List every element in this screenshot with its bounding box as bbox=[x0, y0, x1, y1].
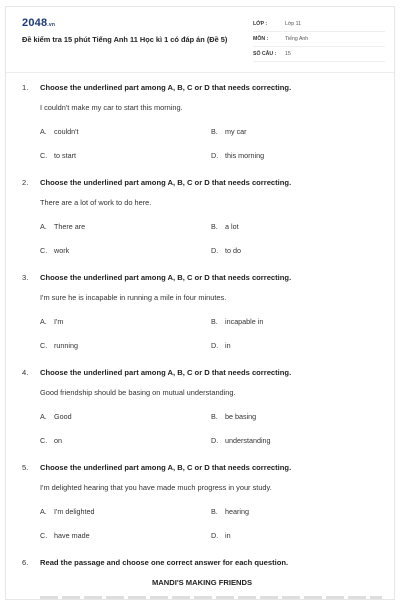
question-header bbox=[22, 178, 382, 192]
option-letter: B. bbox=[211, 221, 218, 231]
option-row bbox=[40, 499, 382, 523]
question-spacer bbox=[22, 262, 382, 273]
question-number: 2. bbox=[22, 178, 29, 187]
question-spacer bbox=[22, 167, 382, 178]
option-row bbox=[40, 333, 382, 357]
option-letter: C. bbox=[40, 245, 48, 255]
answer-options bbox=[40, 214, 382, 262]
meta-label: SỐ CÂU : bbox=[253, 51, 277, 57]
option-row bbox=[40, 428, 382, 452]
question-prompt: Read the passage and choose one correct answer for each question. bbox=[40, 558, 289, 567]
question-2 bbox=[22, 178, 382, 273]
option-row bbox=[40, 309, 382, 333]
logo-suffix-text: .vn bbox=[47, 22, 56, 28]
logo-main-text: 2048 bbox=[22, 17, 48, 29]
question-sentence: Good friendship should be basing on mutual understanding. bbox=[40, 388, 236, 397]
question-sentence: I'm delighted hearing that you have made much progress in your study. bbox=[40, 483, 272, 492]
meta-row-subject bbox=[253, 32, 385, 47]
option-letter: A. bbox=[40, 126, 47, 136]
option-a[interactable] bbox=[40, 127, 211, 136]
option-b[interactable] bbox=[211, 127, 382, 136]
question-3 bbox=[22, 273, 382, 368]
answer-options bbox=[40, 499, 382, 547]
option-text: in bbox=[225, 340, 231, 350]
meta-value: 15 bbox=[285, 51, 291, 57]
option-c[interactable] bbox=[40, 341, 211, 350]
meta-label: MÔN : bbox=[253, 36, 269, 42]
option-d[interactable] bbox=[211, 151, 382, 160]
option-letter: A. bbox=[40, 316, 47, 326]
question-6 bbox=[22, 558, 382, 600]
option-letter: D. bbox=[211, 435, 219, 445]
option-text: incapable in bbox=[225, 316, 264, 326]
worksheet-page bbox=[5, 6, 395, 600]
question-prompt: Choose the underlined part among A, B, C or D that needs correcting. bbox=[40, 83, 292, 92]
option-text: this morning bbox=[225, 150, 265, 160]
option-letter: B. bbox=[211, 506, 218, 516]
option-b[interactable] bbox=[211, 412, 382, 421]
option-letter: B. bbox=[211, 411, 218, 421]
option-row bbox=[40, 404, 382, 428]
meta-value: Tiếng Anh bbox=[285, 36, 309, 42]
option-a[interactable] bbox=[40, 222, 211, 231]
option-letter: C. bbox=[40, 435, 48, 445]
question-prompt: Choose the underlined part among A, B, C or D that needs correcting. bbox=[40, 368, 292, 377]
option-c[interactable] bbox=[40, 531, 211, 540]
option-text: I'm bbox=[54, 316, 64, 326]
option-text: to start bbox=[54, 150, 76, 160]
option-text: have made bbox=[54, 530, 90, 540]
question-spacer bbox=[22, 452, 382, 463]
option-letter: C. bbox=[40, 340, 48, 350]
question-spacer bbox=[22, 547, 382, 558]
question-list bbox=[22, 83, 382, 600]
option-text: hearing bbox=[225, 506, 249, 516]
question-prompt: Choose the underlined part among A, B, C or D that needs correcting. bbox=[40, 178, 292, 187]
option-text: I'm delighted bbox=[54, 506, 95, 516]
passage-title: MANDI'S MAKING FRIENDS bbox=[151, 578, 253, 587]
meta-label: LỚP : bbox=[253, 21, 268, 27]
option-c[interactable] bbox=[40, 151, 211, 160]
option-text: a lot bbox=[225, 221, 239, 231]
passage-text-cutoff bbox=[40, 596, 382, 600]
option-row bbox=[40, 238, 382, 262]
option-row bbox=[40, 143, 382, 167]
meta-row-count bbox=[253, 47, 385, 62]
option-letter: C. bbox=[40, 150, 48, 160]
option-text: be basing bbox=[225, 411, 257, 421]
document-title: Đề kiểm tra 15 phút Tiếng Anh 11 Học kì 1 có đáp án (Đề 5) bbox=[22, 35, 228, 44]
question-sentence: I'm sure he is incapable in running a mile in four minutes. bbox=[40, 293, 227, 302]
answer-options bbox=[40, 309, 382, 357]
option-letter: B. bbox=[211, 316, 218, 326]
option-d[interactable] bbox=[211, 246, 382, 255]
option-letter: D. bbox=[211, 245, 219, 255]
option-text: on bbox=[54, 435, 62, 445]
option-letter: A. bbox=[40, 411, 47, 421]
option-text: work bbox=[54, 245, 70, 255]
option-letter: A. bbox=[40, 221, 47, 231]
meta-value: Lớp 11 bbox=[285, 21, 301, 27]
option-c[interactable] bbox=[40, 246, 211, 255]
question-header bbox=[22, 83, 382, 97]
option-text: understanding bbox=[225, 435, 271, 445]
option-text: There are bbox=[54, 221, 86, 231]
answer-options bbox=[40, 404, 382, 452]
option-letter: C. bbox=[40, 530, 48, 540]
question-number: 1. bbox=[22, 83, 29, 92]
option-a[interactable] bbox=[40, 317, 211, 326]
question-prompt: Choose the underlined part among A, B, C or D that needs correcting. bbox=[40, 273, 292, 282]
question-header bbox=[22, 368, 382, 382]
option-b[interactable] bbox=[211, 317, 382, 326]
option-text: in bbox=[225, 530, 231, 540]
option-letter: B. bbox=[211, 126, 218, 136]
option-a[interactable] bbox=[40, 412, 211, 421]
option-b[interactable] bbox=[211, 507, 382, 516]
option-letter: D. bbox=[211, 340, 219, 350]
option-b[interactable] bbox=[211, 222, 382, 231]
question-spacer bbox=[22, 357, 382, 368]
option-row bbox=[40, 214, 382, 238]
option-d[interactable] bbox=[211, 436, 382, 445]
question-sentence: I couldn't make my car to start this morning. bbox=[40, 103, 183, 112]
meta-info bbox=[253, 17, 385, 62]
question-header bbox=[22, 558, 382, 572]
question-1 bbox=[22, 83, 382, 178]
option-text: couldn't bbox=[54, 126, 79, 136]
option-c[interactable] bbox=[40, 436, 211, 445]
option-a[interactable] bbox=[40, 507, 211, 516]
site-logo[interactable] bbox=[22, 17, 55, 29]
meta-row-grade bbox=[253, 17, 385, 32]
option-letter: D. bbox=[211, 150, 219, 160]
option-letter: A. bbox=[40, 506, 47, 516]
question-4 bbox=[22, 368, 382, 463]
question-prompt: Choose the underlined part among A, B, C or D that needs correcting. bbox=[40, 463, 292, 472]
question-sentence: There are a lot of work to do here. bbox=[40, 198, 152, 207]
option-text: Good bbox=[54, 411, 72, 421]
question-5 bbox=[22, 463, 382, 558]
option-d[interactable] bbox=[211, 531, 382, 540]
question-header bbox=[22, 463, 382, 477]
answer-options bbox=[40, 119, 382, 167]
question-header bbox=[22, 273, 382, 287]
worksheet-header bbox=[6, 7, 394, 73]
question-number: 5. bbox=[22, 463, 29, 472]
question-number: 3. bbox=[22, 273, 29, 282]
option-text: running bbox=[54, 340, 78, 350]
option-d[interactable] bbox=[211, 341, 382, 350]
question-number: 6. bbox=[22, 558, 29, 567]
question-number: 4. bbox=[22, 368, 29, 377]
option-letter: D. bbox=[211, 530, 219, 540]
option-row bbox=[40, 523, 382, 547]
option-text: to do bbox=[225, 245, 241, 255]
option-row bbox=[40, 119, 382, 143]
option-text: my car bbox=[225, 126, 247, 136]
